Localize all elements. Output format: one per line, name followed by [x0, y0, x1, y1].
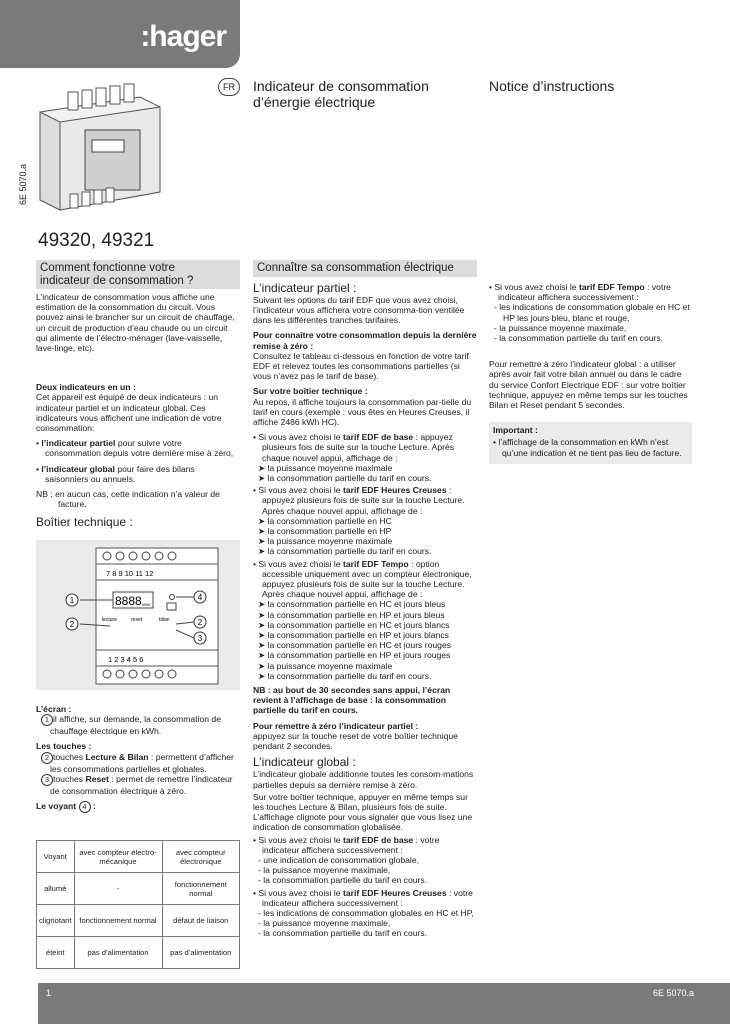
voyant-table: Voyant avec compteur électro-mécanique avec compteur électronique allumé - fonctionnement normal clignotant fonctionnement normal défaut de liaison éteint pas d’alimentation pas d’alimentation	[36, 840, 240, 969]
svg-text:lecture: lecture	[102, 617, 118, 623]
vertical-reference: 6E 5070.a	[18, 163, 28, 205]
svg-text:7 8 9 10 11 12: 7 8 9 10 11 12	[106, 569, 154, 578]
boitier-heading: Boîtier technique :	[36, 515, 133, 530]
column-3: • Si vous avez choisi le tarif EDF Tempo : votre indicateur affichera successivement : - les indications de consommation globale en HC et HP les jours bleu, blanc et rouge, - la puissance moyenne maximale, - la consommation partielle du tarif en cours. Pour remettre à zéro l’indicateur global : a utiliser après avoir fait votre bilan annuel ou dans le cadre du service Confort Electrique EDF : sur votre boîtier technique, appuyez en même temps sur les touches Bilan et Reset pendant 5 secondes. Important : • l’affichage de la consommation en kWh n’est qu’une indication et ne tient pas lieu de facture.	[489, 282, 692, 464]
svg-text:2: 2	[69, 620, 75, 629]
section-consommation: Connaître sa consommation électrique	[253, 260, 477, 277]
logo-banner	[0, 0, 240, 68]
bullet-global: • l’indicateur global pour faire des bilans saisonniers ou annuels.	[36, 463, 195, 484]
svg-text:3: 3	[197, 634, 203, 643]
nb-note: NB : en aucun cas, cette indication n’a valeur de facture.	[36, 489, 220, 510]
bullet-partiel: • l’indicateur partiel pour suivre votre consommation depuis votre dernière mise à zéro,	[36, 438, 234, 459]
notice-title: Notice d’instructions	[489, 78, 615, 94]
language-badge: FR	[218, 78, 240, 96]
svg-text:kWh: kWh	[142, 602, 150, 607]
intro-text: L’indicateur de consommation vous affiche une estimation de la consommation du circuit. Vous pouvez ainsi le brancher sur un circuit de chauffage, un circuit de production d’eau chaude ou un circuit qui alimente de l’électro-ménager (lave-vaisselle, lave-linge, etc).	[36, 292, 235, 354]
footer-reference: 6E 5070.a	[652, 988, 694, 998]
svg-text:1 2 3 4 5 6: 1 2 3 4 5 6	[108, 655, 144, 664]
document-title: Indicateur de consommation d’énergie électrique	[253, 78, 429, 110]
svg-text:2: 2	[197, 618, 203, 627]
model-number: 49320, 49321	[38, 230, 155, 251]
column-2: Connaître sa consommation électrique L’indicateur partiel : Suivant les options du tarif EDF que vous avez choisi, l’indicateur vous affichera votre consomma-tion ventilée dans les différentes tranches tarifaires. Pour connaître votre consommation depuis la dernière remise à zéro : Consultez le tableau ci-dessous en fonction de votre tarif EDF et relevez toutes les consommations partielles (si vous n’avez pas le tarif de base). Sur votre boîtier technique : Au repos, il affiche toujours la consommation par-tielle du tarif en cours (exemple : vous êtes en Heures Creuses, il affiche 2486 kWh HC). • Si vous avez choisi le tarif EDF de base : appuyez plusieurs fois de suite sur la touche Lecture. Après chaque nouvel appui, affichage de : ➤ la puissance moyenne maximale ➤ la consommation partielle du tarif en cours. • Si vous avez choisi le tarif EDF Heures Creuses : appuyez plusieurs fois de suite sur la touche Lecture. Après chaque nouvel appui, affichage de : ➤ la consommation partielle en HC ➤ la consommation partielle en HP ➤ la puissance moyenne maximale ➤ la consommation partielle du tarif en cours. • Si vous avez choisi le tarif EDF Tempo : option accessible uniquement avec un compteur électronique, appuyez plusieurs fois de suite sur la touche Lecture. Après chaque nouvel appui, affichage de : ➤ la consommation partielle en HC et jours bleus ➤ la consommation partielle en HP et jours bleus ➤ la consommation partielle en HC et jours blancs ➤ la consommation partielle en HP et jours blancs ➤ la consommation partielle en HC et jours rouges ➤ la consommation partielle en HP et jours rouges ➤ la puissance moyenne maximale ➤ la consommation partielle du tarif en cours. NB : au bout de 30 secondes sans appui, l’écran revient à l’affichage de base : la consommation partielle du tarif en cours. Pour remettre à zéro l’indicateur partiel : appuyez sur la touche reset de votre boîtier technique pendant 2 secondes. L’indicateur global : L’indicateur globale additionne toutes les consom-mations partielles depuis sa dernière remise à zéro. Sur votre boîtier technique, appuyer en même temps sur les touches Lecture & Bilan, plusieurs fois de suite. L’affichage clignote pour vous signaler que vous lisez une indication de consommation globalisée. • Si vous avez choisi le tarif EDF de base : votre indicateur affichera successivement : - une indication de consommation globale, - la puissance moyenne maximale, - la consommation partielle du tarif en cours. • Si vous avez choisi le tarif EDF Heures Creuses : votre indicateur affichera successivement : - les indications de consommation globales en HC et HP, - la puissance moyenne maximale, - la consommation partielle du tarif en cours.	[253, 262, 477, 939]
svg-text:reset: reset	[131, 617, 143, 623]
boitier-diagram	[36, 540, 240, 690]
footer-bar	[38, 983, 730, 1024]
product-image	[30, 82, 165, 217]
page-number: 1	[46, 988, 52, 998]
svg-text:4: 4	[197, 593, 203, 602]
section-how-it-works: Comment fonctionne votre indicateur de consommation ?	[36, 260, 240, 289]
important-box: Important : • l’affichage de la consommation en kWh n’est qu’une indication et ne tient pas lieu de facture.	[489, 422, 692, 464]
column-1: Comment fonctionne votre indicateur de consommation ? L’indicateur de consommation vous affiche une estimation de la consommation du circuit. Vous pouvez ainsi le brancher sur un circuit de chauffage, un circuit de production d’eau chaude ou un circuit qui alimente de l’électro-ménager (lave-vaisselle, lave-linge, etc). Deux indicateurs en un : Cet appareil est équipé de deux indicateurs : un indicateur partiel et un indicateur global. Ces indicateurs vous affichent une indication de votre consommation: • l’indicateur partiel pour suivre votre consommation depuis votre dernière mise à zéro, • l’indicateur global pour faire des bilans saisonniers ou annuels. NB : en aucun cas, cette indication n’a valeur de facture. Boîtier technique :	[36, 260, 240, 530]
hager-logo: :hager	[140, 20, 226, 53]
column-1-lower: L’écran : 1 il affiche, sur demande, la consommation de chauffage électrique en kWh. Les touches : 2 touches Lecture & Bilan : permettent d’afficher les consommations partielles et globales. 3 touches Reset : permet de remettre l’indicateur de consommation électrique à zéro. Le voyant 4 :	[36, 704, 234, 812]
svg-text:bilan: bilan	[159, 617, 170, 623]
svg-text:1: 1	[69, 596, 75, 605]
svg-text:8888: 8888	[115, 594, 142, 608]
